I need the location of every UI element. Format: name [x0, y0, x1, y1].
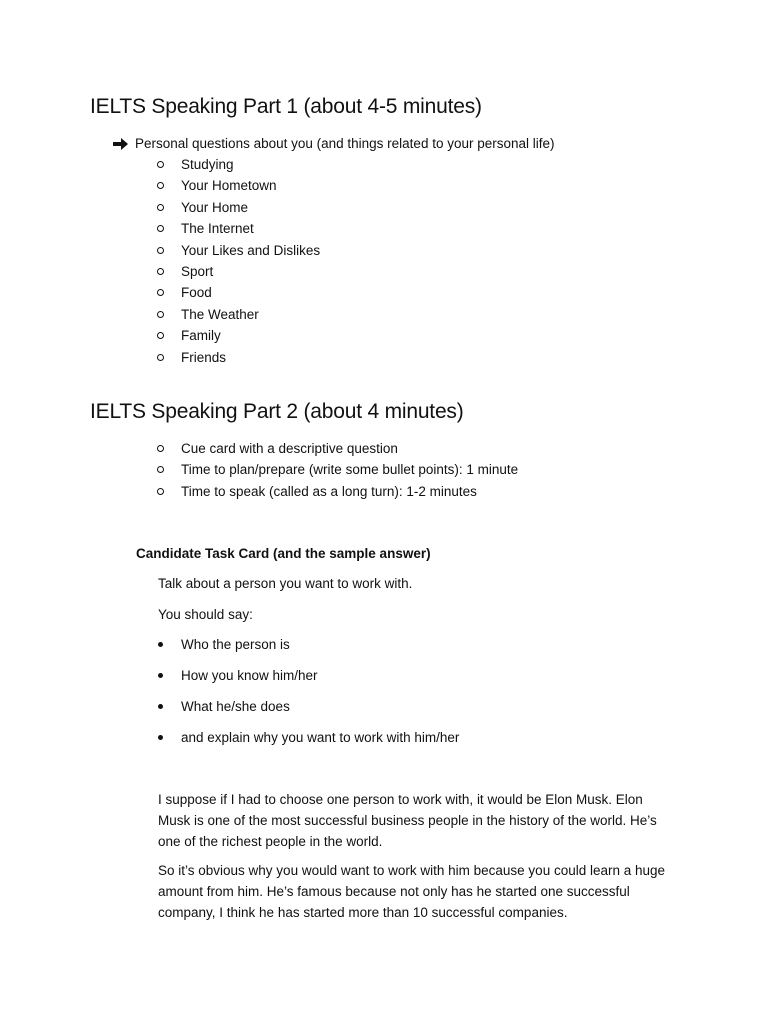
circle-bullet-icon: [157, 332, 164, 339]
sample-answer-paragraph: I suppose if I had to choose one person to work with, it would be Elon Musk. Elon Musk is one of the most successful business people in the history of the world. He’s one of the richest people in the world.: [158, 792, 657, 849]
circle-bullet-icon: [157, 247, 164, 254]
task-card-title: Candidate Task Card (and the sample answer): [136, 546, 431, 561]
circle-bullet-icon: [157, 182, 164, 189]
bullet-icon: [158, 673, 163, 678]
arrow-right-icon: [113, 137, 129, 151]
circle-bullet-icon: [157, 445, 164, 452]
circle-bullet-icon: [157, 354, 164, 361]
part2-heading: IELTS Speaking Part 2 (about 4 minutes): [90, 400, 464, 423]
circle-bullet-icon: [157, 289, 164, 296]
circle-bullet-icon: [157, 488, 164, 495]
document-page: IELTS Speaking Part 1 (about 4-5 minutes) Personal questions about you (and things related to your personal life) Studying Your Hometown Your Home The Internet Your Likes and Dislikes Sport Food The Weather Family Friends IELTS Speaking Part 2 (about 4 minutes) Cue card with a descriptive question Time to plan/prepare (write some bullet points): 1 minute Time to speak (called as a long turn): 1-2 minutes Candidate Task Card (and the sample answer) Talk about a person you want to work with. You should say: Who the person is How you know him/her What he/she does and explain why you want to work with him/her I suppose if I had to choose one person to work with, it would be Elon Musk. Elon Musk is one of the most successful business people in the history of the world. He’s one of the richest people in the world. So it’s obvious why you would want to work with him because you could learn a huge amount from him. He’s famous because not only has he started one successful company, I think he has started more than 10 successful companies.: [0, 0, 768, 1024]
part1-heading: IELTS Speaking Part 1 (about 4-5 minutes): [90, 95, 482, 118]
task-card-should-say: You should say:: [158, 607, 253, 622]
circle-bullet-icon: [157, 161, 164, 168]
bullet-icon: [158, 642, 163, 647]
circle-bullet-icon: [157, 311, 164, 318]
part1-intro-text: Personal questions about you (and things related to your personal life): [135, 136, 555, 151]
circle-bullet-icon: [157, 204, 164, 211]
circle-bullet-icon: [157, 466, 164, 473]
bullet-icon: [158, 735, 163, 740]
task-card-prompt: Talk about a person you want to work with.: [158, 576, 413, 591]
circle-bullet-icon: [157, 225, 164, 232]
bullet-icon: [158, 704, 163, 709]
sample-answer-paragraph: So it’s obvious why you would want to work with him because you could learn a huge amount from him. He’s famous because not only has he started one successful company, I think he has started more than 10 successful companies.: [158, 863, 666, 920]
circle-bullet-icon: [157, 268, 164, 275]
